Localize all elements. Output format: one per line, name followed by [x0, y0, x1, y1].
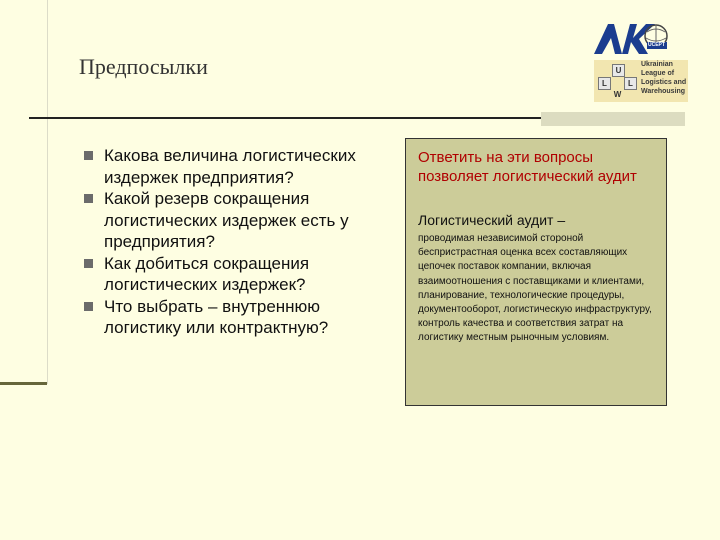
logo-text-line: Logistics and	[641, 79, 687, 86]
list-item-text: Какова величина логистических издержек предприятия?	[104, 146, 356, 187]
logo-text-line: Ukrainian	[641, 61, 673, 68]
logo-text-line: League of	[641, 70, 675, 77]
logo-tile-u: U	[612, 64, 625, 77]
ak-logo	[592, 18, 672, 58]
square-bullet-icon	[84, 302, 93, 311]
logo-text-line: Warehousing	[641, 88, 686, 95]
title-divider-accent	[541, 112, 685, 126]
square-bullet-icon	[84, 151, 93, 160]
box-body: проводимая независимой стороной беспристрастная оценка всех составляющих цепочек поставок компании, включая взаимоотношения с поставщиками и клиентами, планирование, технологические процедуры, документооборот, логистическую инфраструктуру, контроль качества и соответствия затрат на логистику местным рыночным условиям.	[418, 233, 652, 344]
list-item	[84, 145, 384, 188]
logo-tile-w: W	[613, 90, 622, 99]
list-item	[84, 253, 384, 296]
list-item-text: Что выбрать – внутреннюю логистику или контрактную?	[104, 296, 329, 337]
list-item-text: Какой резерв сокращения логистических издержек есть у предприятия?	[104, 189, 349, 251]
title-divider	[29, 117, 544, 119]
list-item-text: Как добиться сокращения логистических издержек?	[104, 253, 310, 294]
left-decor-bar-end	[0, 382, 47, 385]
box-subheading: Логистический аудит –	[418, 212, 566, 228]
left-decor-bar	[0, 0, 48, 384]
audit-definition-box	[405, 138, 667, 406]
question-list	[84, 145, 384, 339]
ucept-badge: UCEPT	[648, 42, 665, 48]
list-item	[84, 188, 384, 253]
logo-tile-l2: L	[624, 77, 637, 90]
square-bullet-icon	[84, 259, 93, 268]
list-item	[84, 296, 384, 339]
box-heading: Ответить на эти вопросы позволяет логистический аудит	[418, 149, 637, 185]
logo-text	[641, 60, 686, 96]
slide-title: Предпосылки	[79, 54, 208, 79]
logo-tile-l1: L	[598, 77, 611, 90]
square-bullet-icon	[84, 194, 93, 203]
